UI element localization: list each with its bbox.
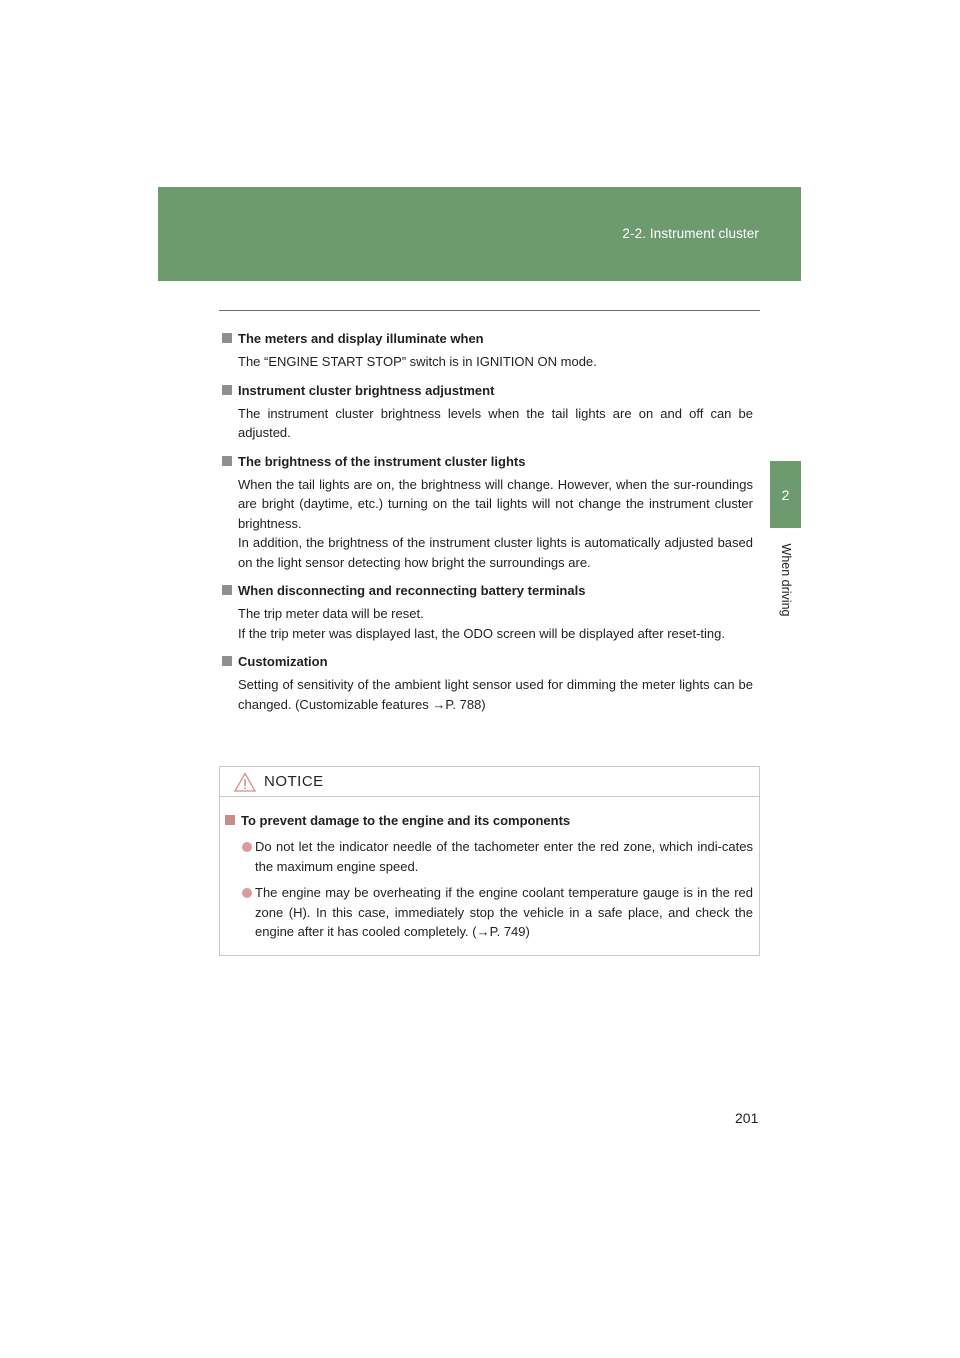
notice-box	[219, 766, 760, 956]
section-heading: The brightness of the instrument cluster lights	[238, 453, 526, 469]
square-bullet-icon	[222, 585, 232, 595]
section-customization	[222, 652, 753, 714]
section-text: In addition, the brightness of the instrument cluster lights is automatically adjusted based on the light sensor detecting how bright the surroundings are.	[238, 535, 753, 570]
square-bullet-icon	[222, 333, 232, 343]
chapter-label: When driving	[779, 543, 793, 617]
header-band	[158, 187, 801, 281]
section-heading: Customization	[238, 654, 328, 669]
section-text: The instrument cluster brightness levels when the tail lights are on and off can be adjusted.	[238, 405, 753, 440]
notice-header	[220, 767, 759, 797]
square-bullet-icon	[225, 815, 235, 825]
notice-body	[220, 797, 759, 942]
section-battery-terminals	[222, 581, 753, 643]
section-title: 2-2. Instrument cluster	[622, 226, 759, 241]
section-text: The “ENGINE START STOP” switch is in IGNITION ON mode.	[238, 354, 597, 369]
section-text: Setting of sensitivity of the ambient light sensor used for dimming the meter lights can be changed. (Customizable features →P. 788)	[238, 677, 753, 712]
square-bullet-icon	[222, 456, 232, 466]
section-text: When the tail lights are on, the brightness will change. However, when the sur-roundings are bright (daytime, etc.) turning on the tail lights will not change the instrument cluster brightness.	[238, 476, 753, 531]
notice-item	[225, 837, 753, 876]
top-divider	[219, 310, 760, 311]
section-heading: The meters and display illuminate when	[238, 331, 484, 346]
section-heading: Instrument cluster brightness adjustment	[238, 382, 495, 398]
section-heading: When disconnecting and reconnecting battery terminals	[238, 583, 586, 598]
round-bullet-icon	[242, 842, 252, 852]
notice-heading: To prevent damage to the engine and its components	[241, 813, 571, 828]
notice-item-text: Do not let the indicator needle of the tachometer enter the red zone, which indi-cates the maximum engine speed.	[255, 839, 753, 874]
notice-item-text: The engine may be overheating if the engine coolant temperature gauge is in the red zone (H). In this case, immediately stop the vehicle in a safe place, and check the engine after it has cooled completely. (→P. 749)	[255, 885, 753, 939]
warning-triangle-icon	[234, 772, 256, 792]
round-bullet-icon	[242, 888, 252, 898]
main-content	[222, 329, 753, 723]
section-meters-illuminate	[222, 329, 753, 372]
chapter-tab	[770, 461, 801, 528]
page-number: 201	[735, 1110, 759, 1126]
section-text: If the trip meter was displayed last, the ODO screen will be displayed after reset-ting.	[238, 625, 725, 641]
square-bullet-icon	[222, 385, 232, 395]
notice-title: NOTICE	[264, 773, 324, 790]
notice-item	[225, 883, 753, 942]
chapter-number: 2	[781, 486, 790, 503]
section-text: The trip meter data will be reset.	[238, 606, 424, 621]
section-brightness-adjustment	[222, 381, 753, 443]
square-bullet-icon	[222, 656, 232, 666]
section-brightness-lights	[222, 452, 753, 573]
